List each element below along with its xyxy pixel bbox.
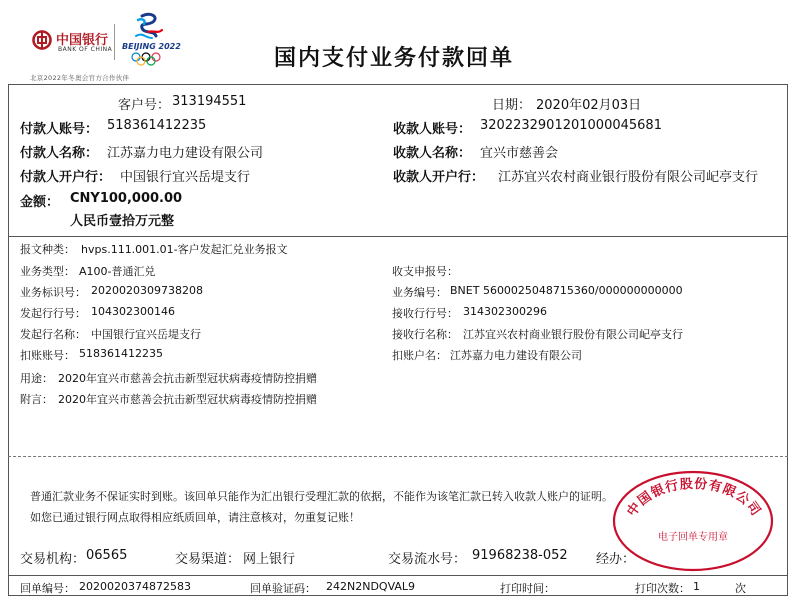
operator-label: 经办： (596, 552, 636, 567)
date-value: 2020年02月03日 (536, 98, 642, 113)
olympic-rings-icon (128, 52, 168, 66)
payee-bank-value: 江苏宜兴农村商业银行股份有限公司屺亭支行 (498, 170, 759, 185)
bank-name-en: BANK OF CHINA (58, 46, 113, 53)
bank-name-cn: 中国银行 (56, 33, 109, 48)
postscript-value: 2020年宜兴市慈善会抗击新型冠状病毒疫情防控捐赠 (58, 393, 317, 406)
amount-value: CNY100,000.00 (70, 191, 183, 206)
biz-no-label: 业务编号： (392, 286, 447, 299)
serial-value: 91968238-052 (472, 548, 568, 563)
send-bank-no-label: 发起行行号： (20, 307, 86, 320)
channel-value: 网上银行 (243, 552, 296, 567)
seal-inner-text: 电子回单专用章 (658, 532, 728, 543)
recv-bank-no-label: 接收行行号： (392, 307, 458, 320)
purpose-value: 2020年宜兴市慈善会抗击新型冠状病毒疫情防控捐赠 (58, 372, 317, 385)
biz-type-label: 业务类型： (20, 265, 75, 278)
divider-summary (8, 236, 788, 237)
customer-value: 313194551 (172, 94, 247, 109)
msg-type-value: hvps.111.001.01-客户发起汇兑业务报文 (81, 243, 288, 256)
notice-line-2: 如您已通过银行网点取得相应纸质回单，请注意核对，勿重复记账！ (30, 511, 360, 524)
recv-bank-name-label: 接收行名称： (392, 328, 458, 341)
payer-name-label: 付款人名称： (20, 146, 99, 161)
print-time-label: 打印时间： (500, 582, 555, 595)
payer-account-label: 付款人账号： (20, 122, 99, 137)
debit-acct-label: 扣账账号： (20, 349, 75, 362)
channel-label: 交易渠道： (175, 552, 241, 567)
recv-bank-no-value: 314302300296 (463, 305, 547, 318)
divider-footer (8, 575, 788, 576)
purpose-label: 用途： (20, 372, 53, 385)
payer-name-value: 江苏嘉力电力建设有限公司 (107, 146, 264, 161)
payee-account-label: 收款人账号： (393, 122, 472, 137)
payer-account-value: 518361412235 (107, 118, 207, 133)
payee-bank-label: 收款人开户行： (393, 170, 485, 185)
org-value: 06565 (86, 548, 128, 563)
olympic-text: BEIJING 2022 (122, 42, 181, 51)
page-title: 国内支付业务付款回单 (274, 46, 515, 71)
send-bank-name-label: 发起行名称： (20, 328, 86, 341)
send-bank-name-value: 中国银行宜兴岳堤支行 (91, 328, 201, 341)
payee-name-value: 宜兴市慈善会 (480, 146, 559, 161)
date-label: 日期： (492, 98, 532, 113)
payee-name-label: 收款人名称： (393, 146, 472, 161)
verify-code-label: 回单验证码： (250, 582, 316, 595)
divider-details (8, 456, 788, 457)
payee-account-value: 320223290120100004568​1 (480, 118, 662, 133)
payer-bank-value: 中国银行宜兴岳堤支行 (120, 170, 251, 185)
payer-bank-label: 付款人开户行： (20, 170, 112, 185)
tagline: 北京2022年冬奥会官方合作伙伴 (30, 74, 130, 82)
postscript-label: 附言： (20, 393, 53, 406)
org-label: 交易机构： (20, 552, 86, 567)
receipt-no-value: 2020020374872583 (79, 580, 191, 593)
bank-of-china-logo-icon (32, 30, 52, 50)
print-count-value: 1 (693, 580, 700, 593)
debit-name-value: 江苏嘉力电力建设有限公司 (450, 349, 582, 362)
recv-report-label: 收支申报号： (392, 265, 458, 278)
send-bank-no-value: 104302300146 (91, 305, 175, 318)
debit-acct-value: 518361412235 (79, 347, 163, 360)
amount-words: 人民币壹拾万元整 (70, 214, 175, 229)
logo-divider (114, 24, 115, 60)
customer-label: 客户号： (118, 98, 171, 113)
debit-name-label: 扣账户名： (392, 349, 447, 362)
msg-type-label: 报文种类： (20, 243, 75, 256)
recv-bank-name-value: 江苏宜兴农村商业银行股份有限公司屺亭支行 (463, 328, 683, 341)
print-count-unit: 次 (735, 582, 746, 595)
print-count-label: 打印次数： (635, 582, 690, 595)
biz-id-label: 业务标识号： (20, 286, 86, 299)
amount-label: 金额： (20, 195, 60, 210)
biz-no-value: BNET 560002504871536​0/000000000000 (450, 284, 683, 297)
notice-line-1: 普通汇款业务不保证实时到账。该回单只能作为汇出银行受理汇款的依据，不能作为该笔汇款已转入收款人账户的证明。 (30, 490, 613, 503)
biz-id-value: 2020020309738208 (91, 284, 203, 297)
verify-code-value: 242N2NDQVAL9 (326, 580, 416, 593)
receipt-no-label: 回单编号： (20, 582, 75, 595)
serial-label: 交易流水号： (388, 552, 467, 567)
biz-type-value: A100-普通汇兑 (79, 265, 156, 278)
seal-outer-text: 中国银行股份有限公司 (624, 476, 764, 520)
beijing-2022-emblem-icon (128, 12, 168, 42)
